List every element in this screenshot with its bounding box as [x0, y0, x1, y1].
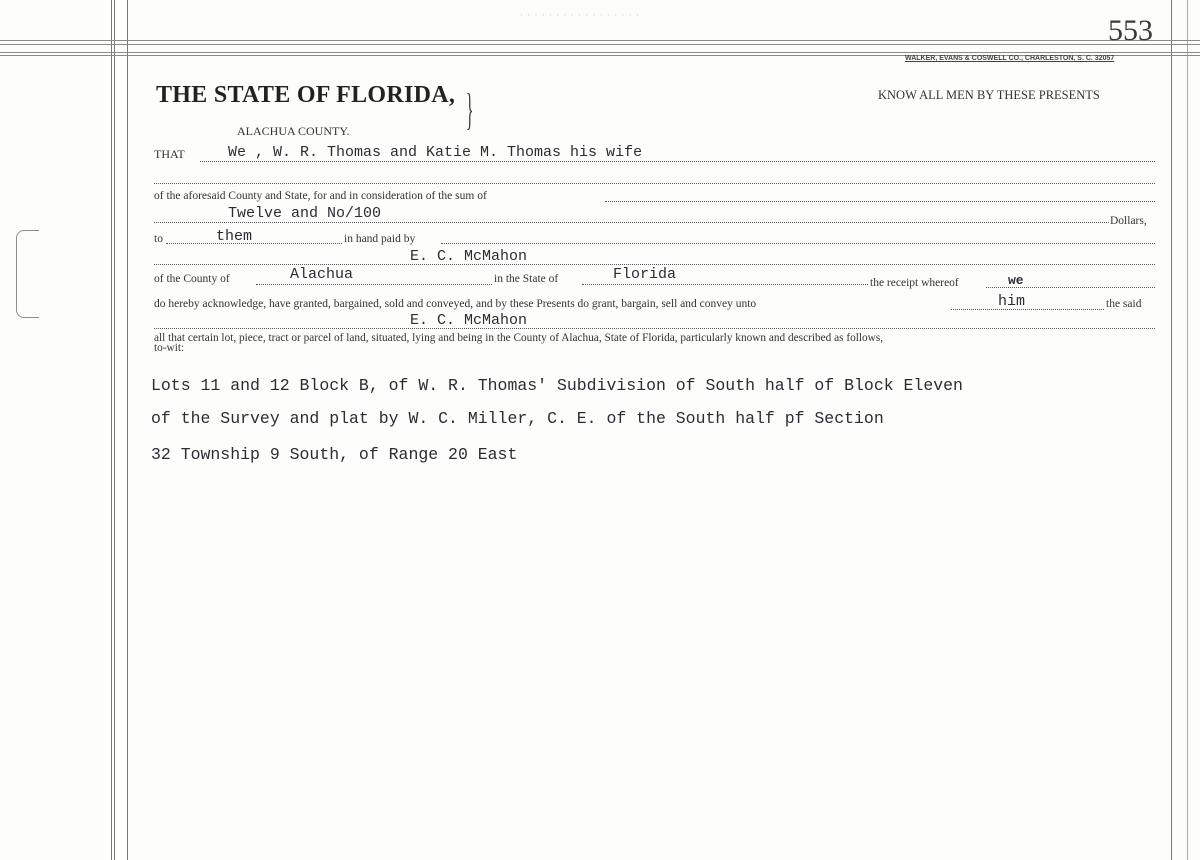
grantors-value: We , W. R. Thomas and Katie M. Thomas his wife	[228, 144, 643, 161]
sum-line-b	[154, 222, 1109, 223]
dollars-label: Dollars,	[1110, 215, 1147, 227]
page-number: 553	[1108, 14, 1153, 47]
blank-line	[154, 183, 1155, 184]
document-title: THE STATE OF FLORIDA,	[156, 82, 456, 108]
description-line-3: 32 Township 9 South, of Range 20 East	[151, 445, 518, 464]
acknowledge-text: do hereby acknowledge, have granted, bargained, sold and conveyed, and by these Presents do grant, bargain, sell and convey unto	[154, 298, 757, 310]
convey-line	[951, 309, 1104, 310]
state-value: Florida	[613, 266, 677, 283]
the-said-label: the said	[1106, 298, 1142, 310]
convey-to-value: him	[998, 293, 1026, 310]
margin-rule-right	[1171, 0, 1172, 860]
county-value: Alachua	[290, 266, 354, 283]
to-line	[166, 243, 342, 244]
county-heading: ALACHUA COUNTY.	[237, 124, 350, 138]
paid-by-line	[441, 243, 1155, 244]
know-all-men: KNOW ALL MEN BY THESE PRESENTS	[878, 88, 1100, 102]
binder-ring	[16, 230, 39, 318]
sum-line-a	[605, 201, 1155, 202]
receipt-value: we	[1008, 273, 1024, 288]
margin-rule-left-inner-1	[114, 0, 115, 860]
grantor-line	[200, 161, 1155, 162]
paid-to-field	[216, 227, 252, 245]
top-rule-3	[0, 52, 1200, 53]
description-line-1: Lots 11 and 12 Block B, of W. R. Thomas' Subdivision of South half of Block Eleven	[151, 376, 963, 395]
top-rule-1	[0, 40, 1200, 41]
margin-rule-right-outer	[1187, 0, 1188, 860]
title-brace: }	[466, 85, 474, 134]
aforesaid-text: of the aforesaid County and State, for and in consideration of the sum of	[154, 190, 487, 202]
top-rule-2	[0, 44, 1200, 45]
in-state-label: in the State of	[494, 273, 559, 285]
margin-rule-left-inner-2	[127, 0, 128, 860]
to-wit-label: to-wit:	[154, 342, 185, 354]
of-county-label: of the County of	[154, 273, 230, 285]
all-that-text: all that certain lot, piece, tract or parcel of land, situated, lying and being in the County of Alachua, State of Florida, particularly known and described as follows,	[154, 332, 884, 344]
county-field	[290, 265, 353, 283]
grantee-2-value: E. C. McMahon	[410, 312, 528, 329]
grantee-field-1	[410, 247, 527, 265]
to-label: to	[154, 233, 163, 245]
sum-field	[228, 204, 381, 222]
grantee-1-value: E. C. McMahon	[410, 248, 528, 265]
description-line-2: of the Survey and plat by W. C. Miller, C. E. of the South half pf Section	[151, 409, 884, 428]
convey-to-field	[998, 292, 1025, 310]
grantee-line-2	[154, 328, 1155, 329]
sum-amount: Twelve and No/100	[228, 205, 382, 222]
state-line	[582, 284, 868, 285]
state-field	[613, 265, 676, 283]
receipt-field	[1008, 271, 1024, 289]
that-label: THAT	[154, 147, 185, 161]
printer-imprint: WALKER, EVANS & COSWELL CO., CHARLESTON, S. C. 32057	[905, 55, 1115, 62]
county-line	[256, 284, 492, 285]
grantee-field-2	[410, 311, 527, 329]
grantors-field	[228, 143, 642, 161]
paid-to-value: them	[216, 228, 253, 245]
faint-bleed-text: · · · · · · · · · · · · · · · · ·	[520, 10, 640, 20]
margin-rule-left-outer	[111, 0, 112, 860]
in-hand-paid-by: in hand paid by	[344, 233, 416, 245]
receipt-label: the receipt whereof	[870, 277, 959, 289]
